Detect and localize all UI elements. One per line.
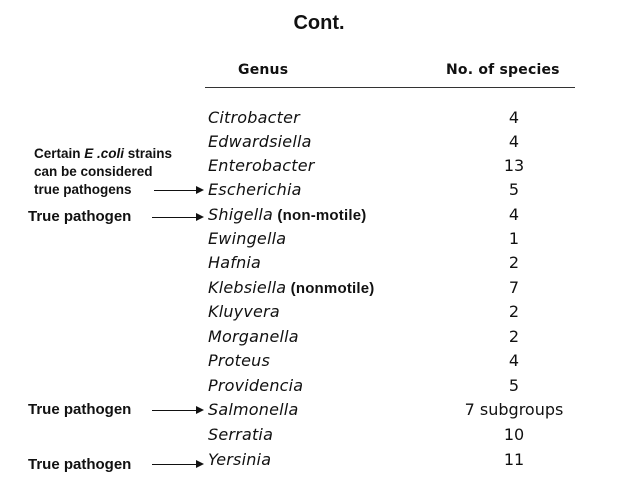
table-row — [0, 302, 638, 326]
salmonella-arrow-icon — [152, 410, 202, 411]
table-row — [0, 108, 638, 132]
species-count: 5 — [508, 376, 520, 395]
ecoli-annotation-line1: Certain E .coli strains — [34, 146, 173, 161]
species-count: 4 — [508, 351, 520, 370]
ecoli-annotation-line2: can be considered — [34, 164, 153, 179]
table-row — [0, 327, 638, 351]
table-row — [0, 278, 638, 302]
table-row — [0, 253, 638, 277]
species-count: 2 — [508, 327, 520, 346]
salmonella-annotation: True pathogen — [28, 401, 132, 418]
genus-name: Hafnia — [208, 253, 262, 272]
table-row — [0, 425, 638, 449]
genus-name: Yersinia — [208, 450, 272, 469]
genus-name: Proteus — [208, 351, 271, 370]
genus-column-header: Genus — [238, 62, 289, 78]
genus-name: Klebsiella (nonmotile) — [208, 278, 375, 297]
genus-name: Morganella — [208, 327, 299, 346]
genus-name: Ewingella — [208, 229, 287, 248]
ecoli-arrow-icon — [154, 190, 202, 191]
genus-name: Shigella (non-motile) — [208, 205, 367, 224]
species-count: 11 — [503, 450, 525, 469]
species-count: 2 — [508, 302, 520, 321]
table-row — [0, 229, 638, 253]
yersinia-arrow-icon — [152, 464, 202, 465]
genus-name: Serratia — [208, 425, 274, 444]
table-row — [0, 351, 638, 375]
table-row — [0, 376, 638, 400]
genus-name: Salmonella — [208, 400, 299, 419]
genus-name: Escherichia — [208, 180, 302, 199]
genus-name: Kluyvera — [208, 302, 280, 321]
species-count: 5 — [508, 180, 520, 199]
species-column-header: No. of species — [446, 62, 560, 78]
species-count: 13 — [503, 156, 525, 175]
genus-name: Enterobacter — [208, 156, 315, 175]
species-count: 1 — [508, 229, 520, 248]
species-count: 2 — [508, 253, 520, 272]
header-rule — [205, 87, 575, 88]
species-count: 4 — [508, 205, 520, 224]
ecoli-annotation — [34, 145, 172, 199]
species-count: 7 — [508, 278, 520, 297]
genus-name: Edwardsiella — [208, 132, 312, 151]
shigella-annotation: True pathogen — [28, 208, 132, 225]
genus-name: Citrobacter — [208, 108, 300, 127]
shigella-arrow-icon — [152, 217, 202, 218]
slide-title: Cont. — [293, 12, 345, 34]
species-count: 7 subgroups — [464, 400, 564, 419]
species-count: 10 — [503, 425, 525, 444]
species-count: 4 — [508, 132, 520, 151]
ecoli-annotation-line3: true pathogens — [34, 182, 132, 197]
species-count: 4 — [508, 108, 520, 127]
yersinia-annotation: True pathogen — [28, 456, 132, 473]
genus-name: Providencia — [208, 376, 304, 395]
